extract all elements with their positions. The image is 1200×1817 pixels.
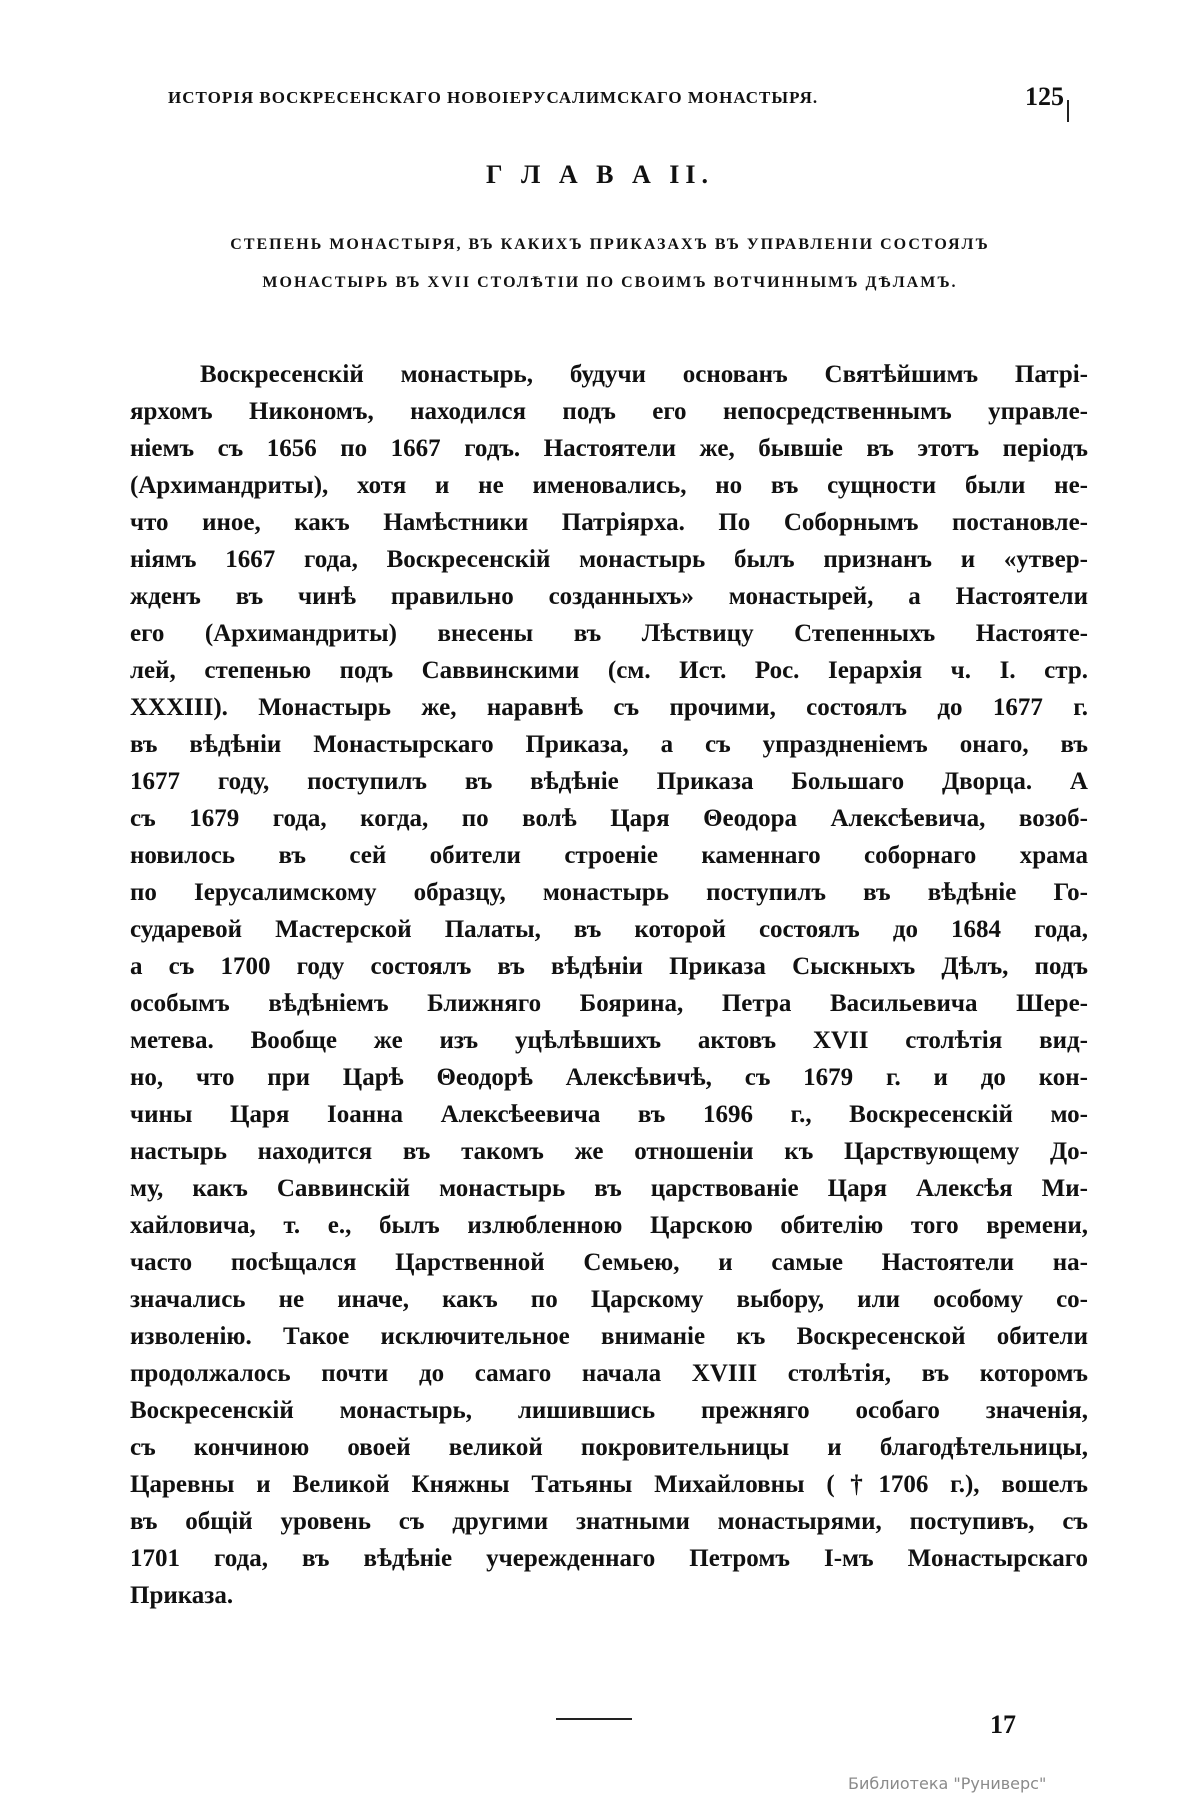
body-line: 1701 года, въ вѣдѣніе учережденнаго Петромъ I-мъ Монастырскаго (130, 1545, 1088, 1572)
running-title: ИСТОРІЯ ВОСКРЕСЕНСКАГО НОВОІЕРУСАЛИМСКАГО МОНАСТЫРЯ. (168, 88, 819, 107)
body-line: ніемъ съ 1656 по 1667 годъ. Настоятели же, бывшіе въ этотъ періодъ (130, 435, 1088, 462)
body-line: XXXIII). Монастырь же, наравнѣ съ прочими, состоялъ до 1677 г. (130, 694, 1088, 721)
body-line: особымъ вѣдѣніемъ Ближняго Боярина, Петра Васильевича Шере- (130, 990, 1088, 1017)
body-line: Царевны и Великой Княжны Татьяны Михайловны (†1706 г.), вошелъ (130, 1471, 1088, 1498)
body-line: съ кончиною овоей великой покровительницы и благодѣтельницы, (130, 1434, 1088, 1461)
body-line: его (Архимандриты) внесены въ Лѣствицу Степенныхъ Настояте- (130, 620, 1088, 647)
body-line: хайловича, т. е., былъ излюбленною Царскою обителію того времени, (130, 1212, 1088, 1239)
body-line: въ общій уровень съ другими знатными монастырями, поступивъ, съ (130, 1508, 1088, 1535)
body-line: лей, степенью подъ Саввинскими (см. Ист. Рос. Іерархія ч. I. стр. (130, 657, 1088, 684)
body-line: значались не иначе, какъ по Царскому выбору, или особому со- (130, 1286, 1088, 1313)
chapter-subtitle-line-1: СТЕПЕНЬ МОНАСТЫРЯ, ВЪ КАКИХЪ ПРИКАЗАХЪ ВЪ УПРАВЛЕНІИ СОСТОЯЛЪ (230, 236, 990, 253)
body-line: (Архимандриты), хотя и не именовались, но въ сущности были не- (130, 472, 1088, 499)
body-line: ніямъ 1667 года, Воскресенскій монастырь былъ признанъ и «утвер- (130, 546, 1088, 573)
body-line: часто посѣщался Царственной Семьею, и самые Настоятели на- (130, 1249, 1088, 1276)
body-line: съ 1679 года, когда, по волѣ Царя Θеодора Алексѣевича, возоб- (130, 805, 1088, 832)
body-line: Приказа. (130, 1582, 234, 1609)
page-number-mark (1067, 100, 1069, 122)
body-line: новилось въ сей обители строеніе каменнаго соборнаго храма (130, 842, 1088, 869)
signature-mark: 17 (990, 1710, 1016, 1739)
body-line: продолжалось почти до самаго начала XVIII столѣтія, въ которомъ (130, 1360, 1088, 1387)
body-line: 1677 году, поступилъ въ вѣдѣніе Приказа Большаго Дворца. А (130, 768, 1088, 795)
body-line: Воскресенскій монастырь, будучи основанъ Святѣйшимъ Патрі- (200, 361, 1088, 388)
body-line: му, какъ Саввинскій монастырь въ царствованіе Царя Алексѣя Ми- (130, 1175, 1088, 1202)
footer-rule (556, 1718, 632, 1720)
body-line: сударевой Мастерской Палаты, въ которой состоялъ до 1684 года, (130, 916, 1088, 943)
body-line: метева. Вообще же изъ уцѣлѣвшихъ актовъ XVII столѣтія вид- (130, 1027, 1088, 1054)
body-line: жденъ въ чинѣ правильно созданныхъ» монастырей, а Настоятели (130, 583, 1088, 610)
body-line: въ вѣдѣніи Монастырскаго Приказа, а съ упраздненіемъ онаго, въ (130, 731, 1088, 758)
body-line: Воскресенскій монастырь, лишившись прежняго особаго значенія, (130, 1397, 1088, 1424)
body-line: но, что при Царѣ Θеодорѣ Алексѣвичѣ, съ 1679 г. и до кон- (130, 1064, 1088, 1091)
body-line: по Іерусалимскому образцу, монастырь поступилъ въ вѣдѣніе Го- (130, 879, 1088, 906)
library-watermark: Библиотека "Руниверс" (848, 1774, 1047, 1793)
body-line: ярхомъ Никономъ, находился подъ его непосредственнымъ управле- (130, 398, 1088, 425)
body-line: изволенію. Такое исключительное вниманіе къ Воскресенской обители (130, 1323, 1088, 1350)
chapter-subtitle-line-2: МОНАСТЫРЬ ВЪ XVII СТОЛѢТІИ ПО СВОИМЪ ВОТЧИННЫМЪ ДѢЛАМЪ. (262, 274, 958, 291)
body-line: что иное, какъ Намѣстники Патріярха. По Соборнымъ постановле- (130, 509, 1088, 536)
body-line: а съ 1700 году состоялъ въ вѣдѣніи Приказа Сыскныхъ Дѣлъ, подъ (130, 953, 1088, 980)
body-line: чины Царя Іоанна Алексѣеевича въ 1696 г., Воскресенскій мо- (130, 1101, 1088, 1128)
body-line: настырь находится въ такомъ же отношеніи къ Царствующему До- (130, 1138, 1088, 1165)
page-number: 125 (1025, 82, 1064, 111)
chapter-title: Г Л А В А II. (485, 160, 715, 189)
